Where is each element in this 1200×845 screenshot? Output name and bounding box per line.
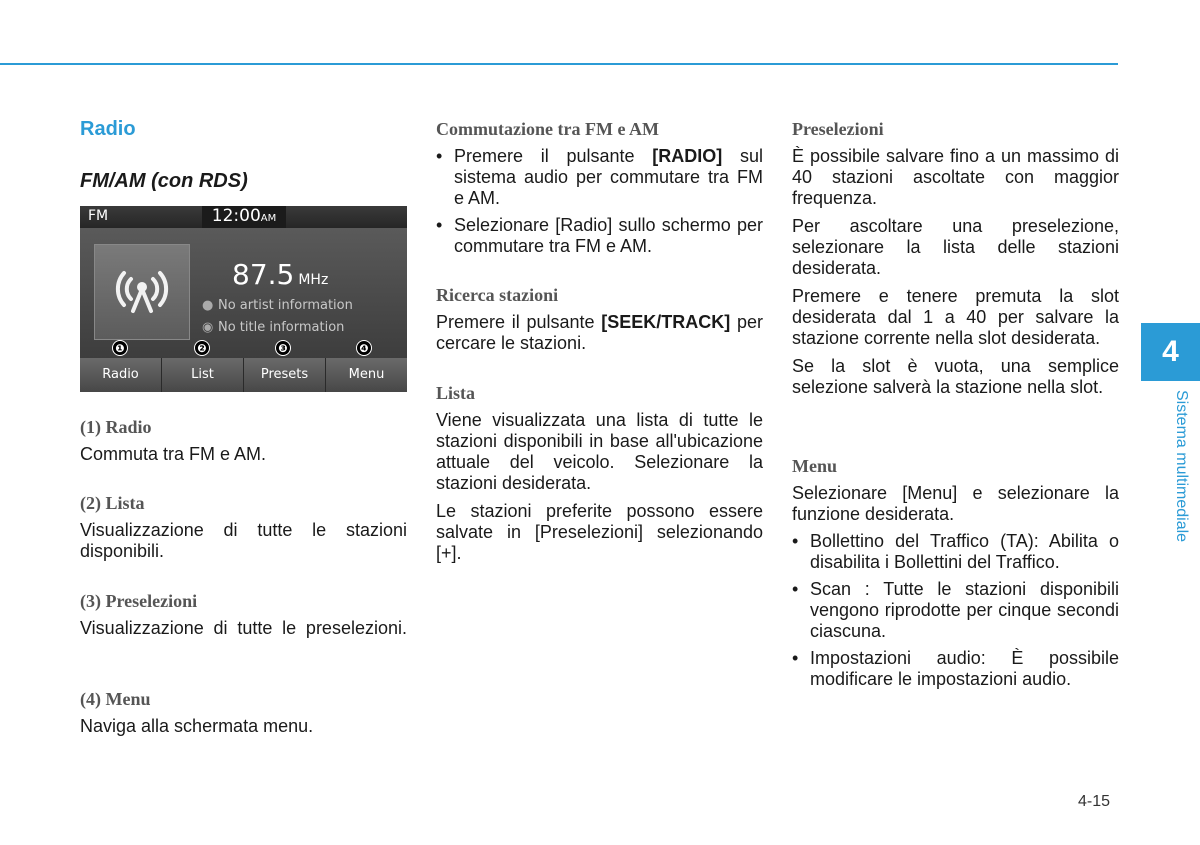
marker-1: ❶ <box>112 340 128 356</box>
switch-bullet-1 <box>436 146 763 209</box>
seek-pre: Premere il pulsante <box>436 312 602 332</box>
list-paragraph-2: Le stazioni preferite possono essere salvate in [Preselezioni] selezionando [+]. <box>436 501 763 563</box>
switch-section <box>436 118 763 263</box>
radio-screen <box>80 206 407 392</box>
presets-paragraph-4: Se la slot è vuota, una semplice selezione salverà la stazione nella slot. <box>792 356 1119 397</box>
section-title: Radio <box>80 118 136 140</box>
item-menu <box>80 688 407 737</box>
switch-b1-pre: Premere il pulsante <box>454 146 653 166</box>
clock <box>202 206 286 228</box>
menu-bullet-1: • Bollettino del Traffico (TA): Abilita o disabilita i Bollettini del Traffico. <box>792 531 1119 573</box>
chapter-tab: 4 <box>1141 323 1200 381</box>
subheading: FM/AM (con RDS) <box>80 170 248 192</box>
radio-button[interactable]: Radio <box>80 358 162 392</box>
menu-list <box>792 531 1119 690</box>
marker-4: ❹ <box>356 340 372 356</box>
clock-time: 12:00 <box>211 206 261 226</box>
item-radio <box>80 416 407 465</box>
menu-section <box>792 455 1119 696</box>
item-menu-text: Naviga alla schermata menu. <box>80 716 314 736</box>
item-list-text: Visualizzazione di tutte le stazioni disponibili. <box>80 520 407 561</box>
marker-2: ❷ <box>194 340 210 356</box>
item-list-head: (2) Lista <box>80 493 145 513</box>
item-menu-head: (4) Menu <box>80 689 151 709</box>
frequency-unit: MHz <box>298 272 329 288</box>
seek-text <box>436 312 763 354</box>
title-line <box>202 320 344 335</box>
switch-heading: Commutazione tra FM e AM <box>436 119 659 139</box>
presets-heading: Preselezioni <box>792 119 884 139</box>
disc-icon: ◉ <box>202 320 214 335</box>
presets-paragraph-2: Per ascoltare una preselezione, selezionare la lista delle stazioni desiderata. <box>792 216 1119 278</box>
radio-key: [RADIO] <box>652 146 723 166</box>
menu-button[interactable]: Menu <box>326 358 407 392</box>
switch-bullet-2: • Selezionare [Radio] sullo schermo per commutare tra FM e AM. <box>436 215 763 257</box>
presets-paragraph-1: È possibile salvare fino a un massimo di 40 stazioni ascoltate con maggior frequenza. <box>792 146 1119 208</box>
chapter-title: Sistema multimediale <box>1173 390 1190 543</box>
title-text: No title information <box>218 320 345 335</box>
band-label: FM <box>88 208 109 224</box>
menu-bullet-2: • Scan : Tutte le stazioni disponibili vengono riprodotte per cinque secondi ciascuna. <box>792 579 1119 642</box>
person-icon: ● <box>202 298 214 313</box>
presets-section <box>792 118 1119 398</box>
top-rule <box>0 63 1118 65</box>
seek-section <box>436 284 763 354</box>
list-paragraph-1: Viene visualizzata una lista di tutte le stazioni disponibili in base all'ubicazione attuale del veicolo. Selezionare la stazioni desiderata. <box>436 410 763 493</box>
item-list <box>80 492 407 562</box>
broadcast-icon <box>95 245 189 339</box>
presets-paragraph-3: Premere e tenere premuta la slot desiderata dal 1 a 40 per salvare la stazione corrente nella slot desiderata. <box>792 286 1119 348</box>
seek-heading: Ricerca stazioni <box>436 285 559 305</box>
list-heading: Lista <box>436 383 476 403</box>
list-button[interactable]: List <box>162 358 244 392</box>
seek-post: per cercare le stazioni. <box>436 312 763 353</box>
screen-main <box>80 228 407 358</box>
item-presets-head: (3) Preselezioni <box>80 591 198 611</box>
screen-status-bar <box>80 206 407 228</box>
menu-bullet-3: • Impostazioni audio: È possibile modificare le impostazioni audio. <box>792 648 1119 690</box>
item-radio-text: Commuta tra FM e AM. <box>80 444 267 464</box>
frequency-value: 87.5 <box>232 258 295 291</box>
album-art <box>94 244 190 340</box>
item-presets <box>80 590 407 639</box>
presets-button[interactable]: Presets <box>244 358 326 392</box>
clock-ampm: AM <box>260 213 277 224</box>
item-radio-head: (1) Radio <box>80 417 152 437</box>
menu-heading: Menu <box>792 456 837 476</box>
item-presets-text: Visualizzazione di tutte le preselezioni. <box>80 618 407 638</box>
artist-text: No artist information <box>218 298 353 313</box>
artist-line <box>202 298 353 313</box>
list-section <box>436 382 763 564</box>
page-number: 4-15 <box>1078 793 1111 810</box>
switch-b1-post: sul sistema audio per commutare tra FM e AM. <box>454 146 764 208</box>
seek-key: [SEEK/TRACK] <box>601 312 731 332</box>
switch-list <box>436 146 763 257</box>
menu-paragraph: Selezionare [Menu] e selezionare la funzione desiderata. <box>792 483 1119 524</box>
marker-row <box>80 340 407 358</box>
marker-3: ❸ <box>275 340 291 356</box>
screen-button-row <box>80 358 407 392</box>
frequency <box>232 258 328 291</box>
